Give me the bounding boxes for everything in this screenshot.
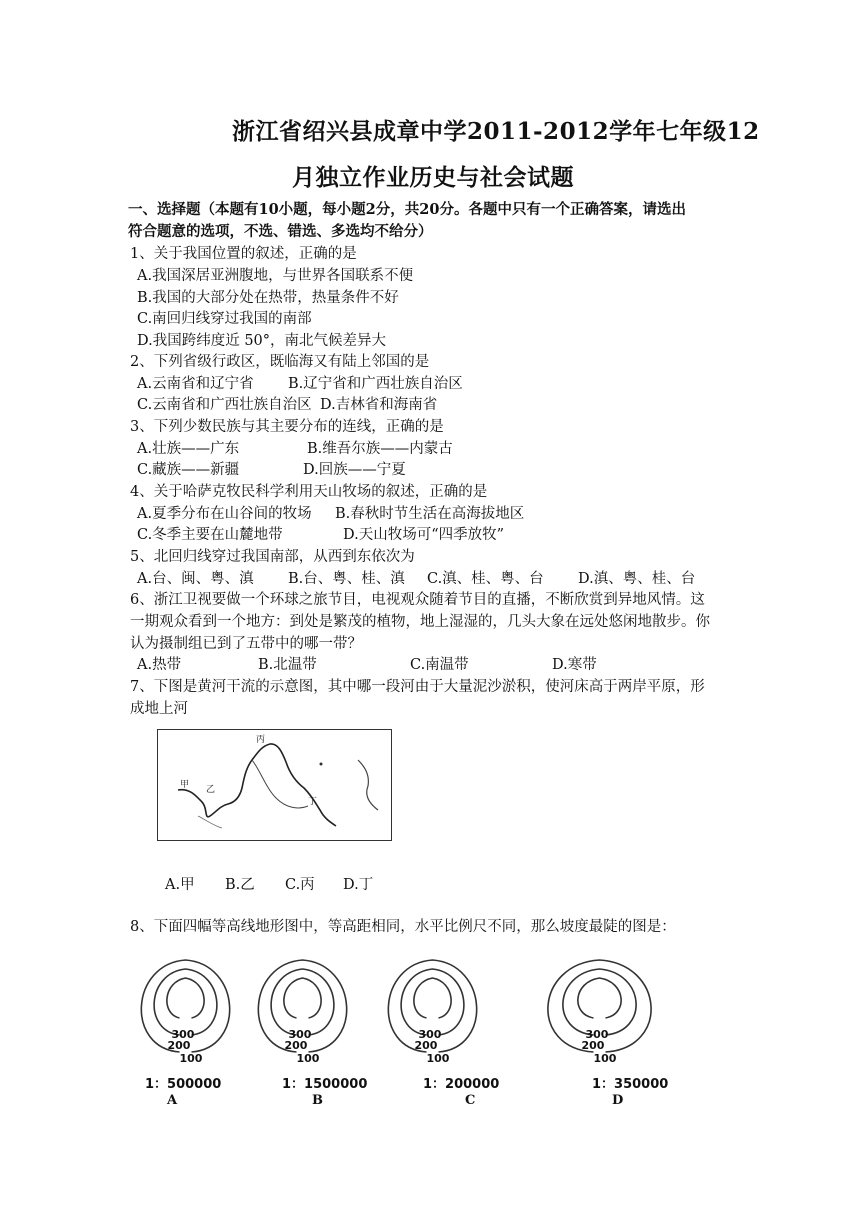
question-7-line1: 7、下图是黄河干流的示意图，其中哪一段河由于大量泥沙淤积，使河床高于两岸平原，形 bbox=[130, 679, 705, 695]
question-4-option-a: A.夏季分布在山谷间的牧场 bbox=[137, 506, 312, 522]
river-branch bbox=[198, 816, 222, 828]
question-6-option-c: C.南温带 bbox=[410, 657, 469, 673]
contour-line bbox=[284, 978, 321, 1018]
contour-lines bbox=[133, 956, 238, 1068]
contour-map-a bbox=[133, 956, 238, 1068]
map-dot bbox=[320, 763, 323, 766]
question-6-line1: 6、浙江卫视要做一个环球之旅节目，电视观众随着节目的直播，不断欣赏到异地风情。这 bbox=[130, 592, 705, 608]
contour-value-label: 300 bbox=[418, 1028, 442, 1041]
question-1-option-b: B.我国的大部分处在热带，热量条件不好 bbox=[137, 290, 399, 306]
question-7-line2: 成地上河 bbox=[130, 701, 188, 717]
question-5-option-b: B.台、粤、桂、滇 bbox=[288, 571, 405, 587]
question-6-option-b: B.北温带 bbox=[258, 657, 317, 673]
contour-line bbox=[414, 978, 451, 1018]
contour-value-label: 200 bbox=[284, 1039, 308, 1052]
contour-line bbox=[167, 978, 204, 1018]
contour-lines bbox=[250, 956, 355, 1068]
contour-lines bbox=[538, 956, 661, 1068]
contour-line bbox=[578, 978, 621, 1018]
question-5-stem: 5、北回归线穿过我国南部，从西到东依次为 bbox=[130, 549, 415, 565]
contour-value-label: 300 bbox=[171, 1028, 195, 1041]
question-3-option-a: A.壮族——广东 bbox=[137, 441, 240, 457]
question-7-option-b: B.乙 bbox=[225, 877, 255, 893]
label-bing: 丙 bbox=[256, 735, 266, 745]
question-2-option-a: A.云南省和辽宁省 bbox=[137, 376, 254, 392]
yellow-river-drawing bbox=[158, 730, 391, 840]
contour-map-c bbox=[380, 956, 485, 1068]
question-4-option-c: C.冬季主要在山麓地带 bbox=[137, 527, 283, 543]
contour-line bbox=[401, 969, 464, 1035]
contour-value-label: 300 bbox=[288, 1028, 312, 1041]
contour-value-label: 100 bbox=[593, 1052, 617, 1065]
question-6-option-a: A.热带 bbox=[137, 657, 182, 673]
label-jia: 甲 bbox=[180, 780, 190, 790]
question-1-stem: 1、关于我国位置的叙述，正确的是 bbox=[130, 246, 357, 262]
map-letter-c: C bbox=[465, 1093, 476, 1108]
question-2-stem: 2、下列省级行政区，既临海又有陆上邻国的是 bbox=[130, 354, 430, 370]
question-3-stem: 3、下列少数民族与其主要分布的连线，正确的是 bbox=[130, 419, 444, 435]
label-ding: 丁 bbox=[308, 797, 318, 807]
question-2-option-d: D.吉林省和海南省 bbox=[320, 397, 438, 413]
question-1-option-a: A.我国深居亚洲腹地，与世界各国联系不便 bbox=[137, 268, 414, 284]
question-1-option-c: C.南回归线穿过我国的南部 bbox=[137, 311, 312, 327]
page-title-line2: 月独立作业历史与社会试题 bbox=[292, 164, 574, 191]
question-3-option-c: C.藏族——新疆 bbox=[137, 462, 240, 478]
map-letter-d: D bbox=[612, 1093, 624, 1108]
contour-map-d bbox=[538, 956, 661, 1068]
contour-lines bbox=[380, 956, 485, 1068]
contour-value-label: 200 bbox=[167, 1039, 191, 1052]
question-6-line3: 认为摄制组已到了五带中的哪一带？ bbox=[130, 636, 362, 652]
question-5-option-d: D.滇、粤、桂、台 bbox=[578, 571, 696, 587]
question-7-option-c: C.丙 bbox=[285, 877, 315, 893]
coastline bbox=[358, 760, 378, 810]
question-6-line2: 一期观众看到一个地方：到处是繁茂的植物，地上湿湿的，几头大象在远处悠闲地散步。你 bbox=[130, 614, 710, 630]
contour-value-label: 100 bbox=[179, 1052, 203, 1065]
map-scale-b: 1：1500000 bbox=[282, 1077, 368, 1092]
question-2-option-b: B.辽宁省和广西壮族自治区 bbox=[288, 376, 463, 392]
question-4-option-b: B.春秋时节生活在高海拔地区 bbox=[335, 506, 525, 522]
question-7-option-d: D.丁 bbox=[343, 877, 374, 893]
question-7-option-a: A.甲 bbox=[165, 877, 195, 893]
question-2-option-c: C.云南省和广西壮族自治区 bbox=[137, 397, 312, 413]
question-1-option-d: D.我国跨纬度近 50°，南北气候差异大 bbox=[137, 333, 387, 349]
contour-map-b bbox=[250, 956, 355, 1068]
map-letter-b: B bbox=[312, 1093, 323, 1108]
section-heading-line1: 一、选择题（本题有10小题，每小题2分，共20分。各题中只有一个正确答案，请选出 bbox=[128, 201, 686, 218]
question-8-stem: 8、下面四幅等高线地形图中，等高距相同，水平比例尺不同，那么坡度最陡的图是： bbox=[130, 919, 676, 935]
contour-value-label: 300 bbox=[585, 1028, 609, 1041]
question-4-stem: 4、关于哈萨克牧民科学利用天山牧场的叙述，正确的是 bbox=[130, 484, 488, 500]
contour-value-label: 200 bbox=[581, 1039, 605, 1052]
contour-value-label: 100 bbox=[296, 1052, 320, 1065]
contour-line bbox=[154, 969, 217, 1035]
map-letter-a: A bbox=[167, 1093, 178, 1108]
contour-line bbox=[271, 969, 334, 1035]
river-main-course bbox=[178, 744, 336, 826]
question-6-option-d: D.寒带 bbox=[552, 657, 597, 673]
map-scale-c: 1：200000 bbox=[423, 1077, 500, 1092]
page-title-line1: 浙江省绍兴县成章中学2011-2012学年七年级12 bbox=[232, 118, 760, 145]
contour-value-label: 100 bbox=[426, 1052, 450, 1065]
question-3-option-b: B.维吾尔族——内蒙古 bbox=[307, 441, 453, 457]
yellow-river-map bbox=[157, 729, 392, 841]
label-yi: 乙 bbox=[206, 785, 216, 795]
question-4-option-d: D.天山牧场可“四季放牧” bbox=[343, 527, 505, 543]
map-scale-d: 1：350000 bbox=[592, 1077, 669, 1092]
question-3-option-d: D.回族——宁夏 bbox=[303, 462, 406, 478]
contour-value-label: 200 bbox=[414, 1039, 438, 1052]
question-5-option-a: A.台、闽、粤、滇 bbox=[137, 571, 254, 587]
contour-line bbox=[563, 969, 636, 1035]
map-scale-a: 1：500000 bbox=[145, 1077, 222, 1092]
section-heading-line2: 符合题意的选项，不选、错选、多选均不给分） bbox=[128, 223, 433, 240]
question-5-option-c: C.滇、桂、粤、台 bbox=[427, 571, 544, 587]
